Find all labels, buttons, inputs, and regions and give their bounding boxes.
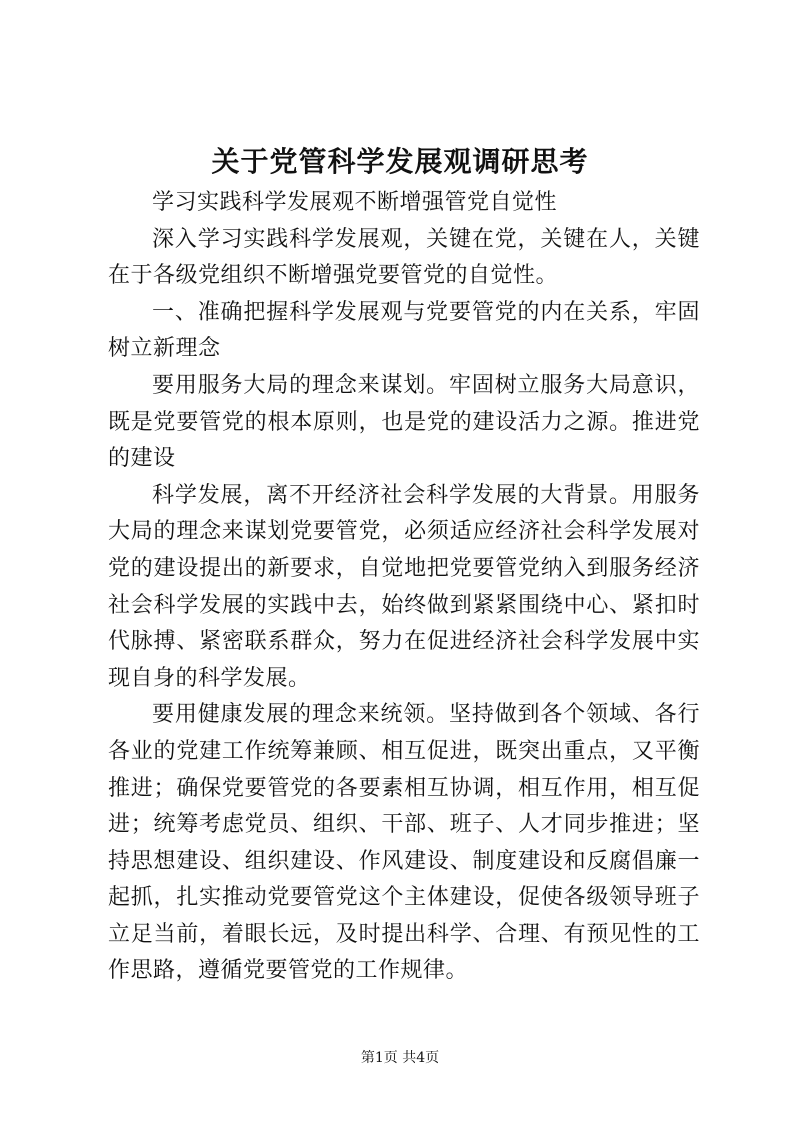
paragraph: 要用健康发展的理念来统领。坚持做到各个领域、各行各业的党建工作统筹兼顾、相互促进，既突出重点，又平衡推进；确保党要管党的各要素相互协调，相互作用，相互促进；统筹考虑党员、组织、干部、班子、人才同步推进；坚持思想建设、组织建设、作风建设、制度建设和反腐倡廉一起抓，扎实推动党要管党这个主体建设，促使各级领导班子立足当前，着眼长远，及时提出科学、合理、有预见性的工作思路，遵循党要管党的工作规律。 bbox=[108, 702, 700, 984]
page-number-footer: 第1页 共4页 bbox=[360, 1050, 440, 1066]
document-body bbox=[108, 185, 700, 990]
paragraph: 深入学习实践科学发展观，关键在党，关键在人，关键在于各级党组织不断增强党要管党的自觉性。 bbox=[108, 226, 700, 289]
paragraph-subtitle: 学习实践科学发展观不断增强管党自觉性 bbox=[152, 190, 558, 215]
document-title: 关于党管科学发展观调研思考 bbox=[211, 145, 589, 178]
section-heading: 一、准确把握科学发展观与党要管党的内在关系，牢固树立新理念 bbox=[108, 299, 700, 362]
paragraph: 要用服务大局的理念来谋划。牢固树立服务大局意识，既是党要管党的根本原则，也是党的建设活力之源。推进党的建设 bbox=[108, 372, 700, 472]
paragraph: 科学发展，离不开经济社会科学发展的大背景。用服务大局的理念来谋划党要管党，必须适应经济社会科学发展对党的建设提出的新要求，自觉地把党要管党纳入到服务经济社会科学发展的实践中去，始终做到紧紧围绕中心、紧扣时代脉搏、紧密联系群众，努力在促进经济社会科学发展中实现自身的科学发展。 bbox=[108, 482, 700, 691]
